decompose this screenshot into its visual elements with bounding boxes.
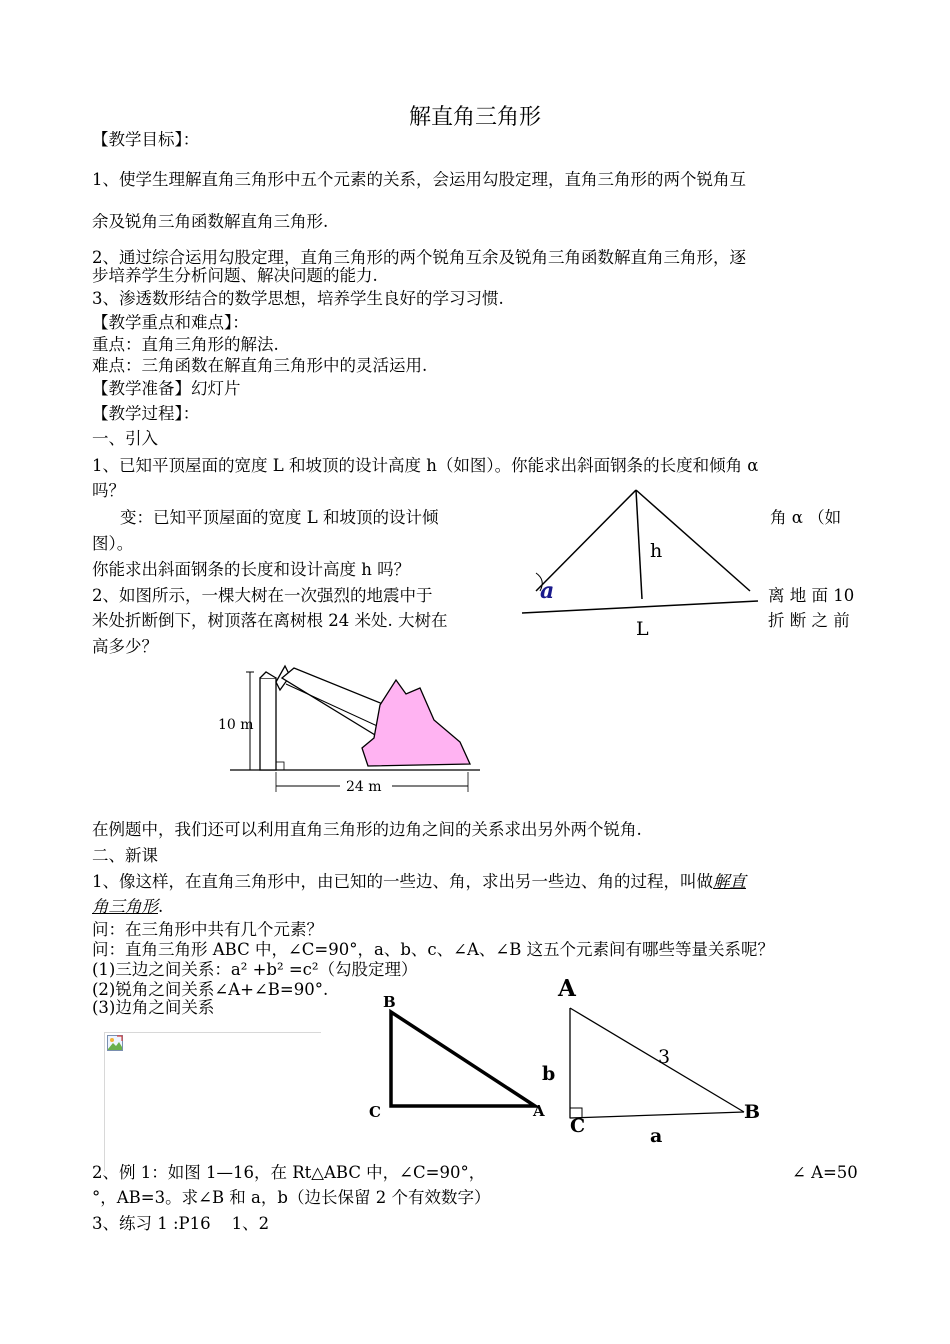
tri2-label-c-vertex: C (570, 1115, 586, 1137)
section-new: 二、新课 (92, 846, 158, 865)
ask-1: 问：在三角形中共有几个元素？ (92, 920, 323, 939)
example-note: 在例题中，我们还可以利用直角三角形的边角之间的关系求出另外两个锐角. (92, 820, 642, 839)
tri2-label-b-vertex: B (744, 1101, 761, 1123)
variant-line-1: 变：已知平顶屋面的宽度 L 和坡顶的设计倾 (120, 508, 439, 527)
tri1-label-a: A (533, 1102, 545, 1120)
tri2-label-a-vertex: A (558, 975, 576, 1002)
goals-header: 【教学目标】： (92, 130, 200, 149)
ask-2: 问：直角三角形 ABC 中，∠C=90°，a、b、c、∠A、∠B 这五个元素间有哪些等量关系呢？ (92, 940, 775, 959)
relation-3: (3)边角之间关系 (92, 998, 215, 1017)
question-1-line-2: 吗？ (92, 481, 125, 500)
page-title: 解直角三角形 (408, 105, 541, 130)
new-1-line-2: 角三角形. (92, 897, 164, 916)
key-header: 【教学重点和难点】： (92, 313, 249, 332)
tri2-label-hypotenuse: 3 (658, 1046, 671, 1068)
goal-1-line-1: 1、使学生理解直角三角形中五个元素的关系，会运用勾股定理，直角三角形的两个锐角互 (92, 170, 746, 189)
example-1-line-1: 2、例 1：如图 1—16，在 Rt△ABC 中，∠C=90°， (92, 1163, 486, 1182)
goal-2-line-1: 2、通过综合运用勾股定理，直角三角形的两个锐角互余及锐角三角函数解直角三角形，逐 (92, 248, 746, 267)
triangle-acb-figure (530, 972, 790, 1152)
question-2-line-3: 高多少？ (92, 637, 158, 656)
question-2-line-2-right: 折 断 之 前 (768, 611, 850, 630)
variant-line-1-right: 角 α （如 (770, 508, 842, 527)
roof-label-alpha: a (540, 578, 555, 604)
variant-line-3: 你能求出斜面钢条的长度和设计高度 h 吗？ (92, 560, 411, 579)
teaching-prep: 【教学准备】幻灯片 (92, 379, 241, 398)
example-1-line-1-right: ∠ A=50 (792, 1163, 858, 1182)
tree-figure (210, 660, 490, 800)
relation-2: (2)锐角之间关系∠A+∠B=90°. (92, 980, 329, 999)
goal-3: 3、渗透数形结合的数学思想，培养学生良好的学习习惯. (92, 289, 504, 308)
question-2-line-1-right: 离 地 面 10 (768, 586, 855, 605)
term-solve-right-triangle-a: 解直 (713, 872, 746, 891)
new-1-line-1: 1、像这样，在直角三角形中，由已知的一些边、角，求出另一些边、角的过程，叫做解直 (92, 872, 746, 891)
key-point: 重点：直角三角形的解法. (92, 335, 279, 354)
goal-1-line-2: 余及锐角三角函数解直角三角形. (92, 212, 329, 231)
image-placeholder (104, 1032, 321, 1171)
tri1-label-b: B (383, 993, 396, 1011)
term-solve-right-triangle-b: 角三角形 (92, 897, 158, 916)
difficulty: 难点：三角函数在解直角三角形中的灵活运用. (92, 356, 428, 375)
relation-1: (1)三边之间关系：a² +b² =c²（勾股定理） (92, 960, 418, 979)
question-2-line-1: 2、如图所示，一棵大树在一次强烈的地震中于 (92, 586, 433, 605)
tri2-label-side-a: a (650, 1125, 663, 1147)
question-1-line-1: 1、已知平顶屋面的宽度 L 和坡顶的设计高度 h（如图）。你能求出斜面钢条的长度和倾角 α (92, 456, 759, 475)
tree-height-label: 10 m (218, 717, 254, 733)
roof-figure (510, 485, 770, 645)
tree-base-label: 24 m (346, 779, 382, 795)
question-2-line-2: 米处折断倒下，树顶落在离树根 24 米处. 大树在 (92, 611, 448, 630)
tri2-label-side-b: b (542, 1063, 556, 1085)
roof-label-l: L (636, 618, 649, 640)
process-header: 【教学过程】： (92, 404, 200, 423)
variant-line-2: 图）。 (92, 534, 134, 553)
roof-label-h: h (650, 540, 663, 562)
goal-2-line-2: 步培养学生分析问题、解决问题的能力. (92, 266, 378, 285)
example-1-line-2: °，AB=3。求∠B 和 a，b（边长保留 2 个有效数字） (92, 1188, 491, 1207)
tri1-label-c: C (369, 1103, 381, 1121)
section-intro: 一、引入 (92, 429, 158, 448)
broken-image-icon (107, 1035, 123, 1051)
practice: 3、练习 1 :P16 1、2 (92, 1214, 270, 1233)
